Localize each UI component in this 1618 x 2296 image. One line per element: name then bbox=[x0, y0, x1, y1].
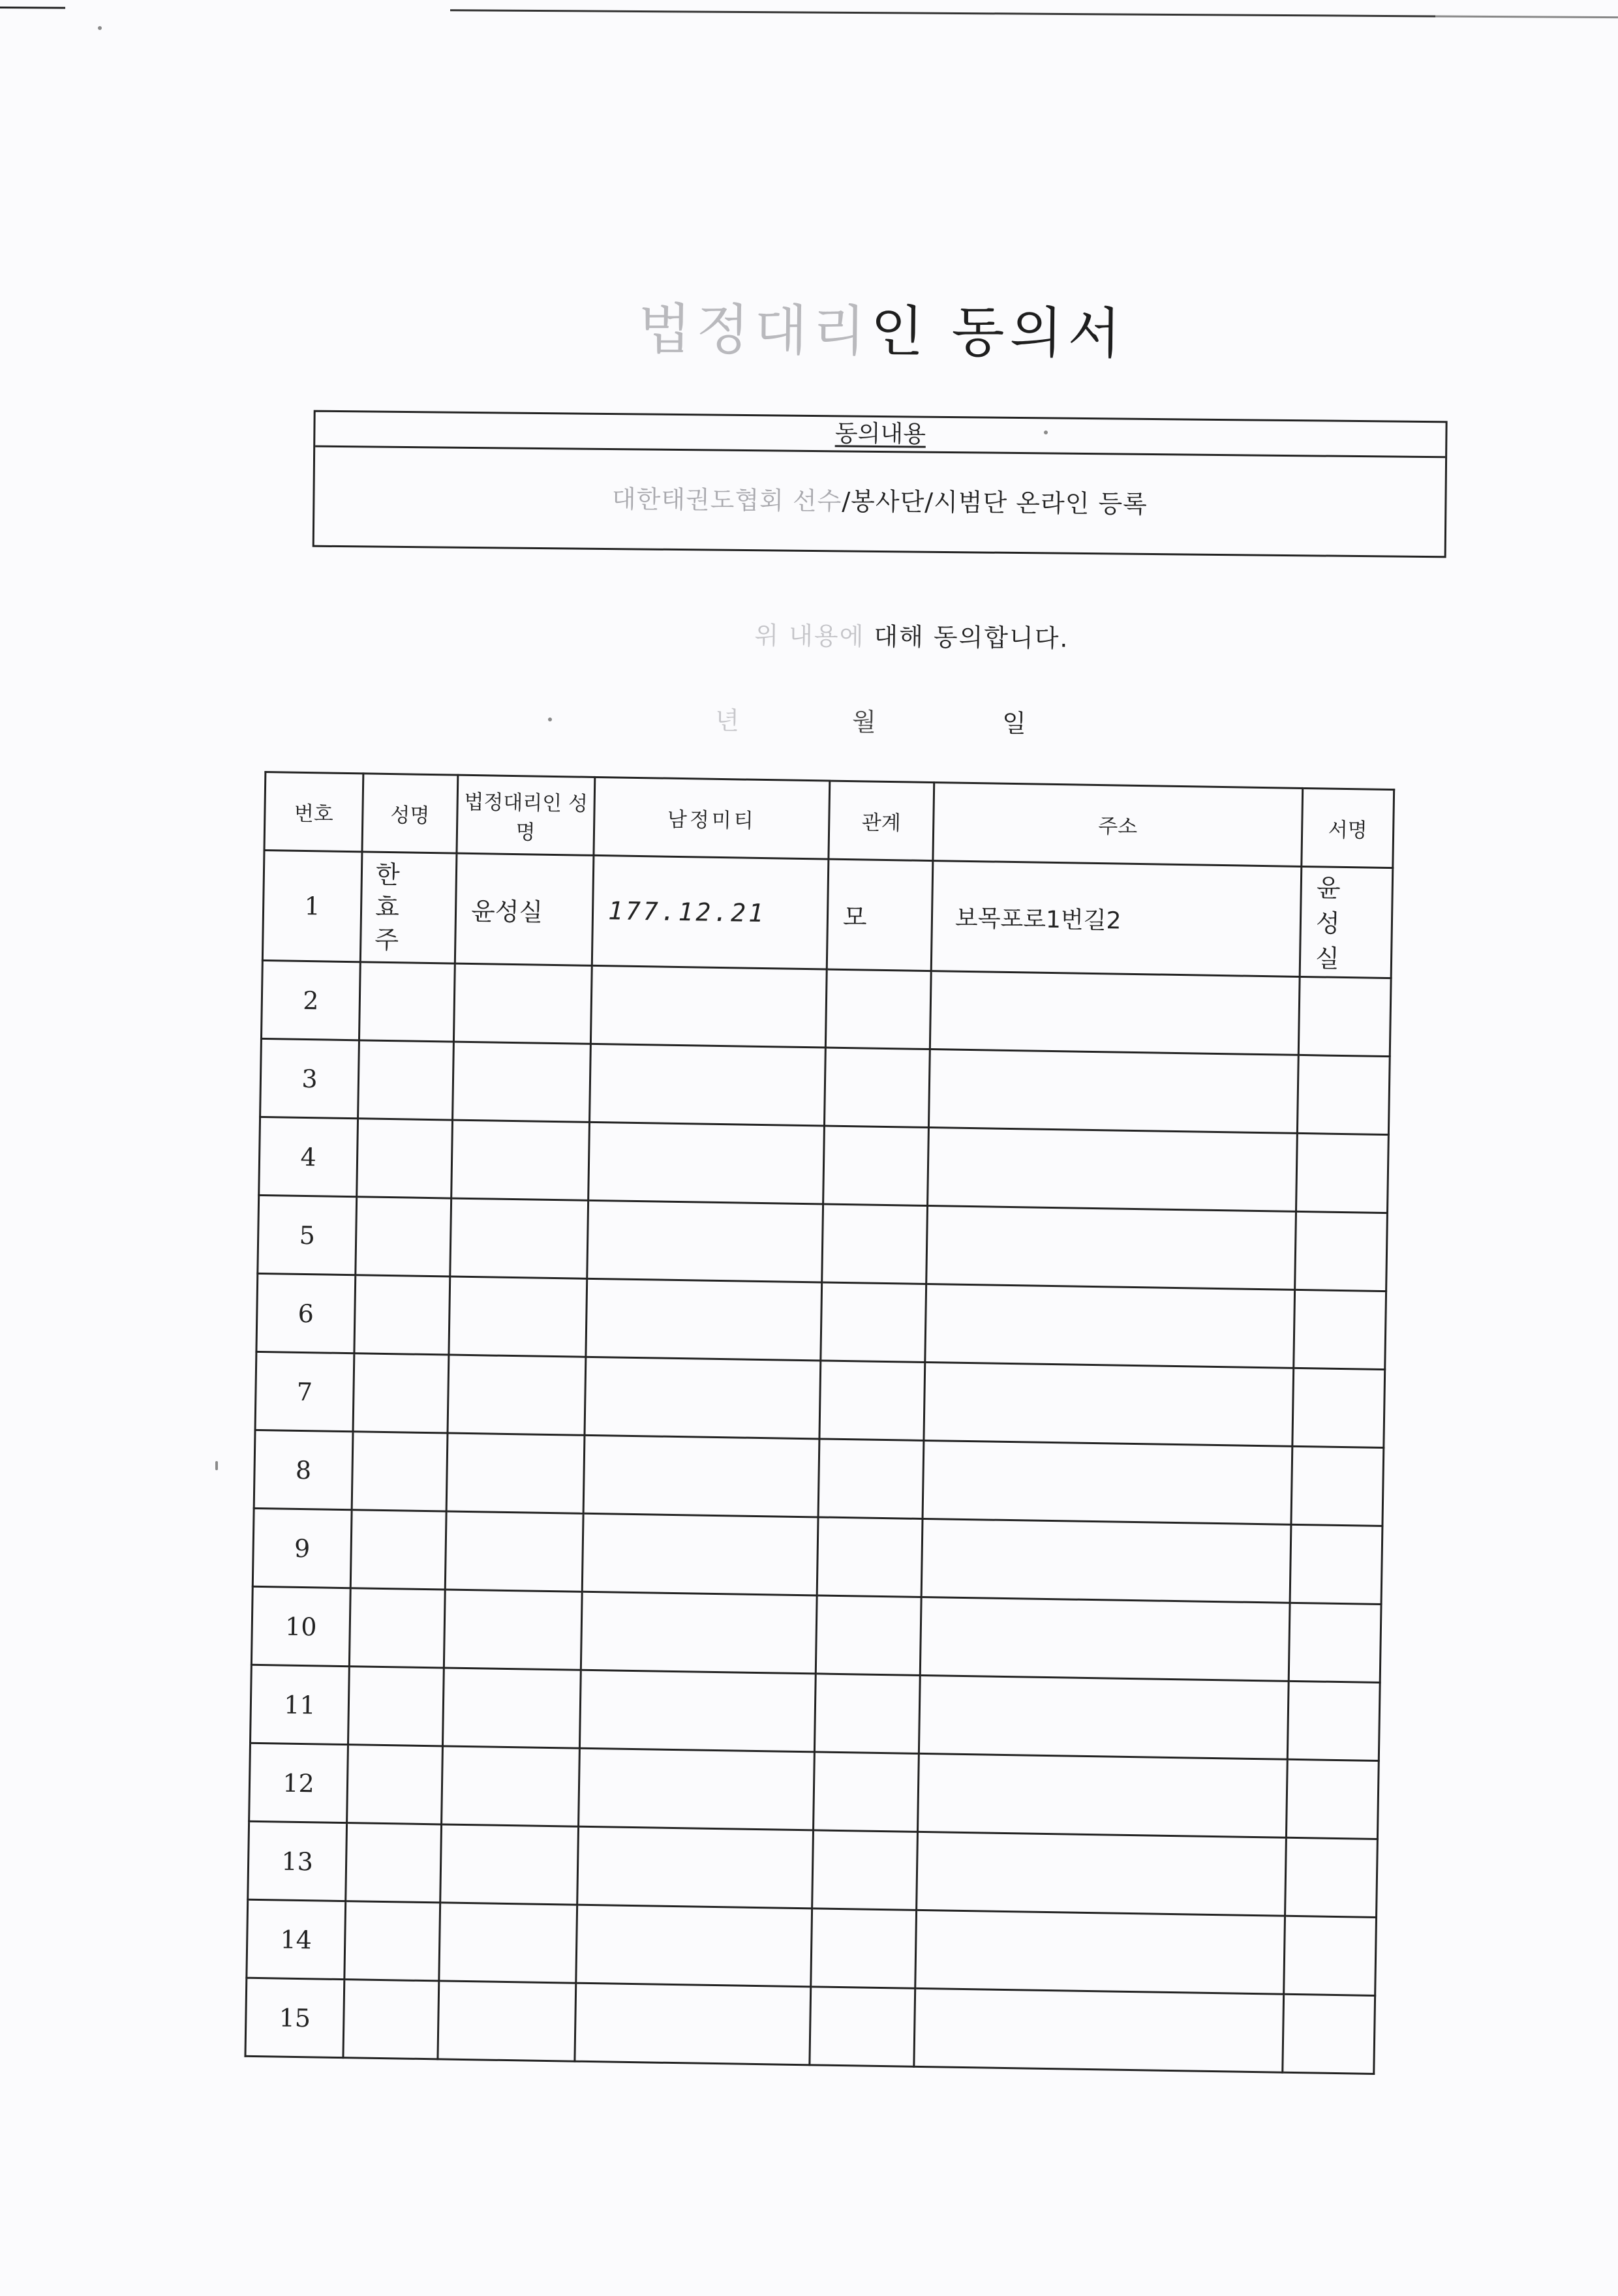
cell-address bbox=[917, 1832, 1287, 1916]
cell-relation bbox=[824, 1048, 930, 1127]
cell-name bbox=[350, 1510, 446, 1590]
cell-relation: 모 bbox=[827, 859, 933, 971]
cell-address bbox=[920, 1597, 1290, 1681]
cell-address bbox=[917, 1753, 1287, 1837]
cell-guardian-name bbox=[449, 1276, 587, 1357]
cell-handwritten-date bbox=[576, 1905, 812, 1987]
header-number: 번호 bbox=[264, 772, 363, 851]
consent-body-faded: 대한태권도협회 선수 bbox=[611, 485, 842, 516]
cell-address bbox=[919, 1675, 1289, 1759]
cell-name bbox=[354, 1275, 450, 1355]
cell-name bbox=[353, 1353, 449, 1433]
cell-address bbox=[928, 1050, 1298, 1134]
cell-handwritten-date bbox=[575, 1983, 811, 2065]
cell-number: 11 bbox=[251, 1665, 350, 1744]
cell-handwritten-date bbox=[582, 1513, 818, 1595]
cell-number: 9 bbox=[252, 1508, 352, 1588]
cell-name bbox=[347, 1745, 443, 1824]
cell-signature bbox=[1298, 976, 1391, 1056]
cell-number: 6 bbox=[256, 1273, 356, 1353]
cell-name bbox=[358, 1040, 454, 1120]
cell-signature bbox=[1287, 1681, 1380, 1760]
cell-relation bbox=[821, 1282, 926, 1362]
cell-handwritten-date: 177.12.21 bbox=[592, 855, 829, 969]
date-day-label: 일 bbox=[1001, 708, 1027, 738]
cell-relation bbox=[822, 1204, 928, 1284]
guardian-table bbox=[244, 771, 1395, 2075]
cell-guardian-name bbox=[442, 1746, 580, 1826]
cell-handwritten-date bbox=[590, 1044, 826, 1126]
cell-number: 12 bbox=[249, 1743, 348, 1822]
cell-address bbox=[923, 1440, 1292, 1524]
cell-signature bbox=[1296, 1133, 1389, 1213]
date-month-label: 월 bbox=[851, 707, 877, 736]
cell-handwritten-date bbox=[579, 1748, 815, 1830]
consent-header-label: 동의내용 bbox=[834, 420, 926, 448]
scan-speck bbox=[1044, 430, 1048, 434]
date-year-label: 년 bbox=[714, 706, 740, 735]
cell-handwritten-date bbox=[588, 1122, 825, 1204]
cell-signature bbox=[1297, 1055, 1390, 1134]
cell-address bbox=[925, 1284, 1295, 1368]
cell-signature: 윤 성 실 bbox=[1300, 866, 1393, 978]
cell-number: 4 bbox=[259, 1117, 358, 1196]
cell-guardian-name: 윤성실 bbox=[455, 853, 594, 965]
cell-guardian-name bbox=[442, 1668, 581, 1748]
cell-signature bbox=[1289, 1603, 1381, 1682]
date-line bbox=[695, 700, 1088, 743]
cell-address bbox=[928, 1128, 1298, 1212]
table-row bbox=[262, 850, 1392, 978]
cell-handwritten-date bbox=[586, 1278, 822, 1361]
header-signature: 서명 bbox=[1302, 788, 1394, 868]
cell-name bbox=[344, 1901, 440, 1981]
cell-handwritten-date bbox=[583, 1435, 819, 1517]
cell-address bbox=[914, 1988, 1284, 2072]
cell-name bbox=[357, 1119, 453, 1198]
cell-guardian-name bbox=[453, 1042, 591, 1122]
cell-address: 보목포로1번길2 bbox=[931, 861, 1302, 977]
cell-name bbox=[359, 962, 455, 1042]
cell-guardian-name bbox=[446, 1433, 585, 1513]
cell-number: 14 bbox=[247, 1899, 346, 1979]
cell-number: 7 bbox=[255, 1352, 354, 1431]
cell-signature bbox=[1294, 1290, 1386, 1369]
cell-relation bbox=[811, 1909, 917, 1988]
cell-guardian-name bbox=[438, 1981, 576, 2061]
cell-name bbox=[356, 1197, 451, 1276]
cell-number: 10 bbox=[251, 1586, 350, 1666]
cell-name: 한 효 주 bbox=[360, 852, 457, 963]
header-address: 주소 bbox=[933, 783, 1303, 867]
cell-guardian-name bbox=[439, 1903, 577, 1983]
cell-relation bbox=[825, 969, 931, 1049]
cell-name bbox=[346, 1823, 442, 1903]
cell-guardian-name bbox=[453, 963, 592, 1044]
cell-relation bbox=[819, 1361, 925, 1440]
cell-signature bbox=[1285, 1837, 1378, 1917]
cell-address bbox=[921, 1518, 1291, 1603]
cell-guardian-name bbox=[448, 1355, 586, 1435]
scan-speck bbox=[215, 1461, 218, 1470]
table-body bbox=[245, 850, 1393, 2074]
cell-guardian-name bbox=[450, 1198, 588, 1278]
cell-number: 2 bbox=[261, 960, 360, 1040]
scan-speck bbox=[98, 26, 102, 30]
cell-name bbox=[343, 1980, 439, 2059]
cell-relation bbox=[810, 1987, 915, 2066]
title-faded-part: 법정대리 bbox=[637, 297, 872, 363]
cell-handwritten-date bbox=[581, 1592, 817, 1674]
cell-name bbox=[352, 1432, 448, 1511]
cell-number: 13 bbox=[248, 1821, 347, 1901]
header-handwritten: 남정미티 bbox=[594, 777, 830, 859]
cell-address bbox=[930, 971, 1300, 1055]
cell-handwritten-date bbox=[585, 1357, 821, 1439]
cell-name bbox=[348, 1667, 444, 1746]
scan-speck bbox=[548, 718, 552, 721]
cell-relation bbox=[816, 1595, 921, 1675]
agreement-statement bbox=[683, 614, 1140, 655]
cell-signature bbox=[1295, 1211, 1388, 1291]
document-title bbox=[633, 285, 1130, 368]
cell-handwritten-date bbox=[587, 1200, 823, 1282]
header-guardian-name: 법정대리인 성명 bbox=[457, 775, 595, 855]
cell-guardian-name bbox=[440, 1824, 579, 1905]
agreement-faded: 위 내용에 bbox=[754, 621, 865, 651]
cell-number: 1 bbox=[262, 850, 362, 961]
cell-address bbox=[924, 1362, 1294, 1446]
consent-box bbox=[313, 410, 1448, 558]
cell-signature bbox=[1290, 1524, 1382, 1604]
header-relation: 관계 bbox=[829, 781, 934, 860]
cell-guardian-name bbox=[444, 1590, 582, 1670]
cell-relation bbox=[818, 1439, 924, 1518]
cell-relation bbox=[814, 1752, 919, 1832]
cell-relation bbox=[817, 1517, 923, 1597]
cell-signature bbox=[1291, 1446, 1384, 1526]
cell-number: 8 bbox=[254, 1430, 353, 1509]
cell-relation bbox=[814, 1674, 920, 1753]
cell-signature bbox=[1284, 1916, 1377, 1995]
cell-handwritten-date bbox=[579, 1670, 816, 1752]
cell-relation bbox=[823, 1126, 929, 1205]
cell-guardian-name bbox=[445, 1511, 583, 1592]
cell-address bbox=[926, 1206, 1296, 1290]
cell-signature bbox=[1286, 1759, 1379, 1839]
cell-number: 15 bbox=[245, 1978, 344, 2057]
title-main-part: 인 동의서 bbox=[870, 299, 1127, 366]
agreement-main: 대해 동의합니다. bbox=[864, 622, 1069, 653]
header-name: 성명 bbox=[362, 774, 458, 853]
cell-guardian-name bbox=[451, 1120, 590, 1200]
cell-handwritten-date bbox=[577, 1826, 814, 1909]
cell-signature bbox=[1283, 1994, 1375, 2074]
cell-handwritten-date bbox=[590, 965, 827, 1048]
cell-number: 5 bbox=[258, 1195, 357, 1275]
cell-name bbox=[349, 1588, 445, 1668]
consent-body-main: /봉사단/시범단 온라인 등록 bbox=[842, 487, 1148, 519]
cell-number: 3 bbox=[260, 1038, 359, 1118]
cell-signature bbox=[1292, 1368, 1385, 1447]
consent-body bbox=[314, 447, 1445, 556]
cell-address bbox=[915, 1910, 1285, 1994]
cell-relation bbox=[812, 1830, 918, 1910]
